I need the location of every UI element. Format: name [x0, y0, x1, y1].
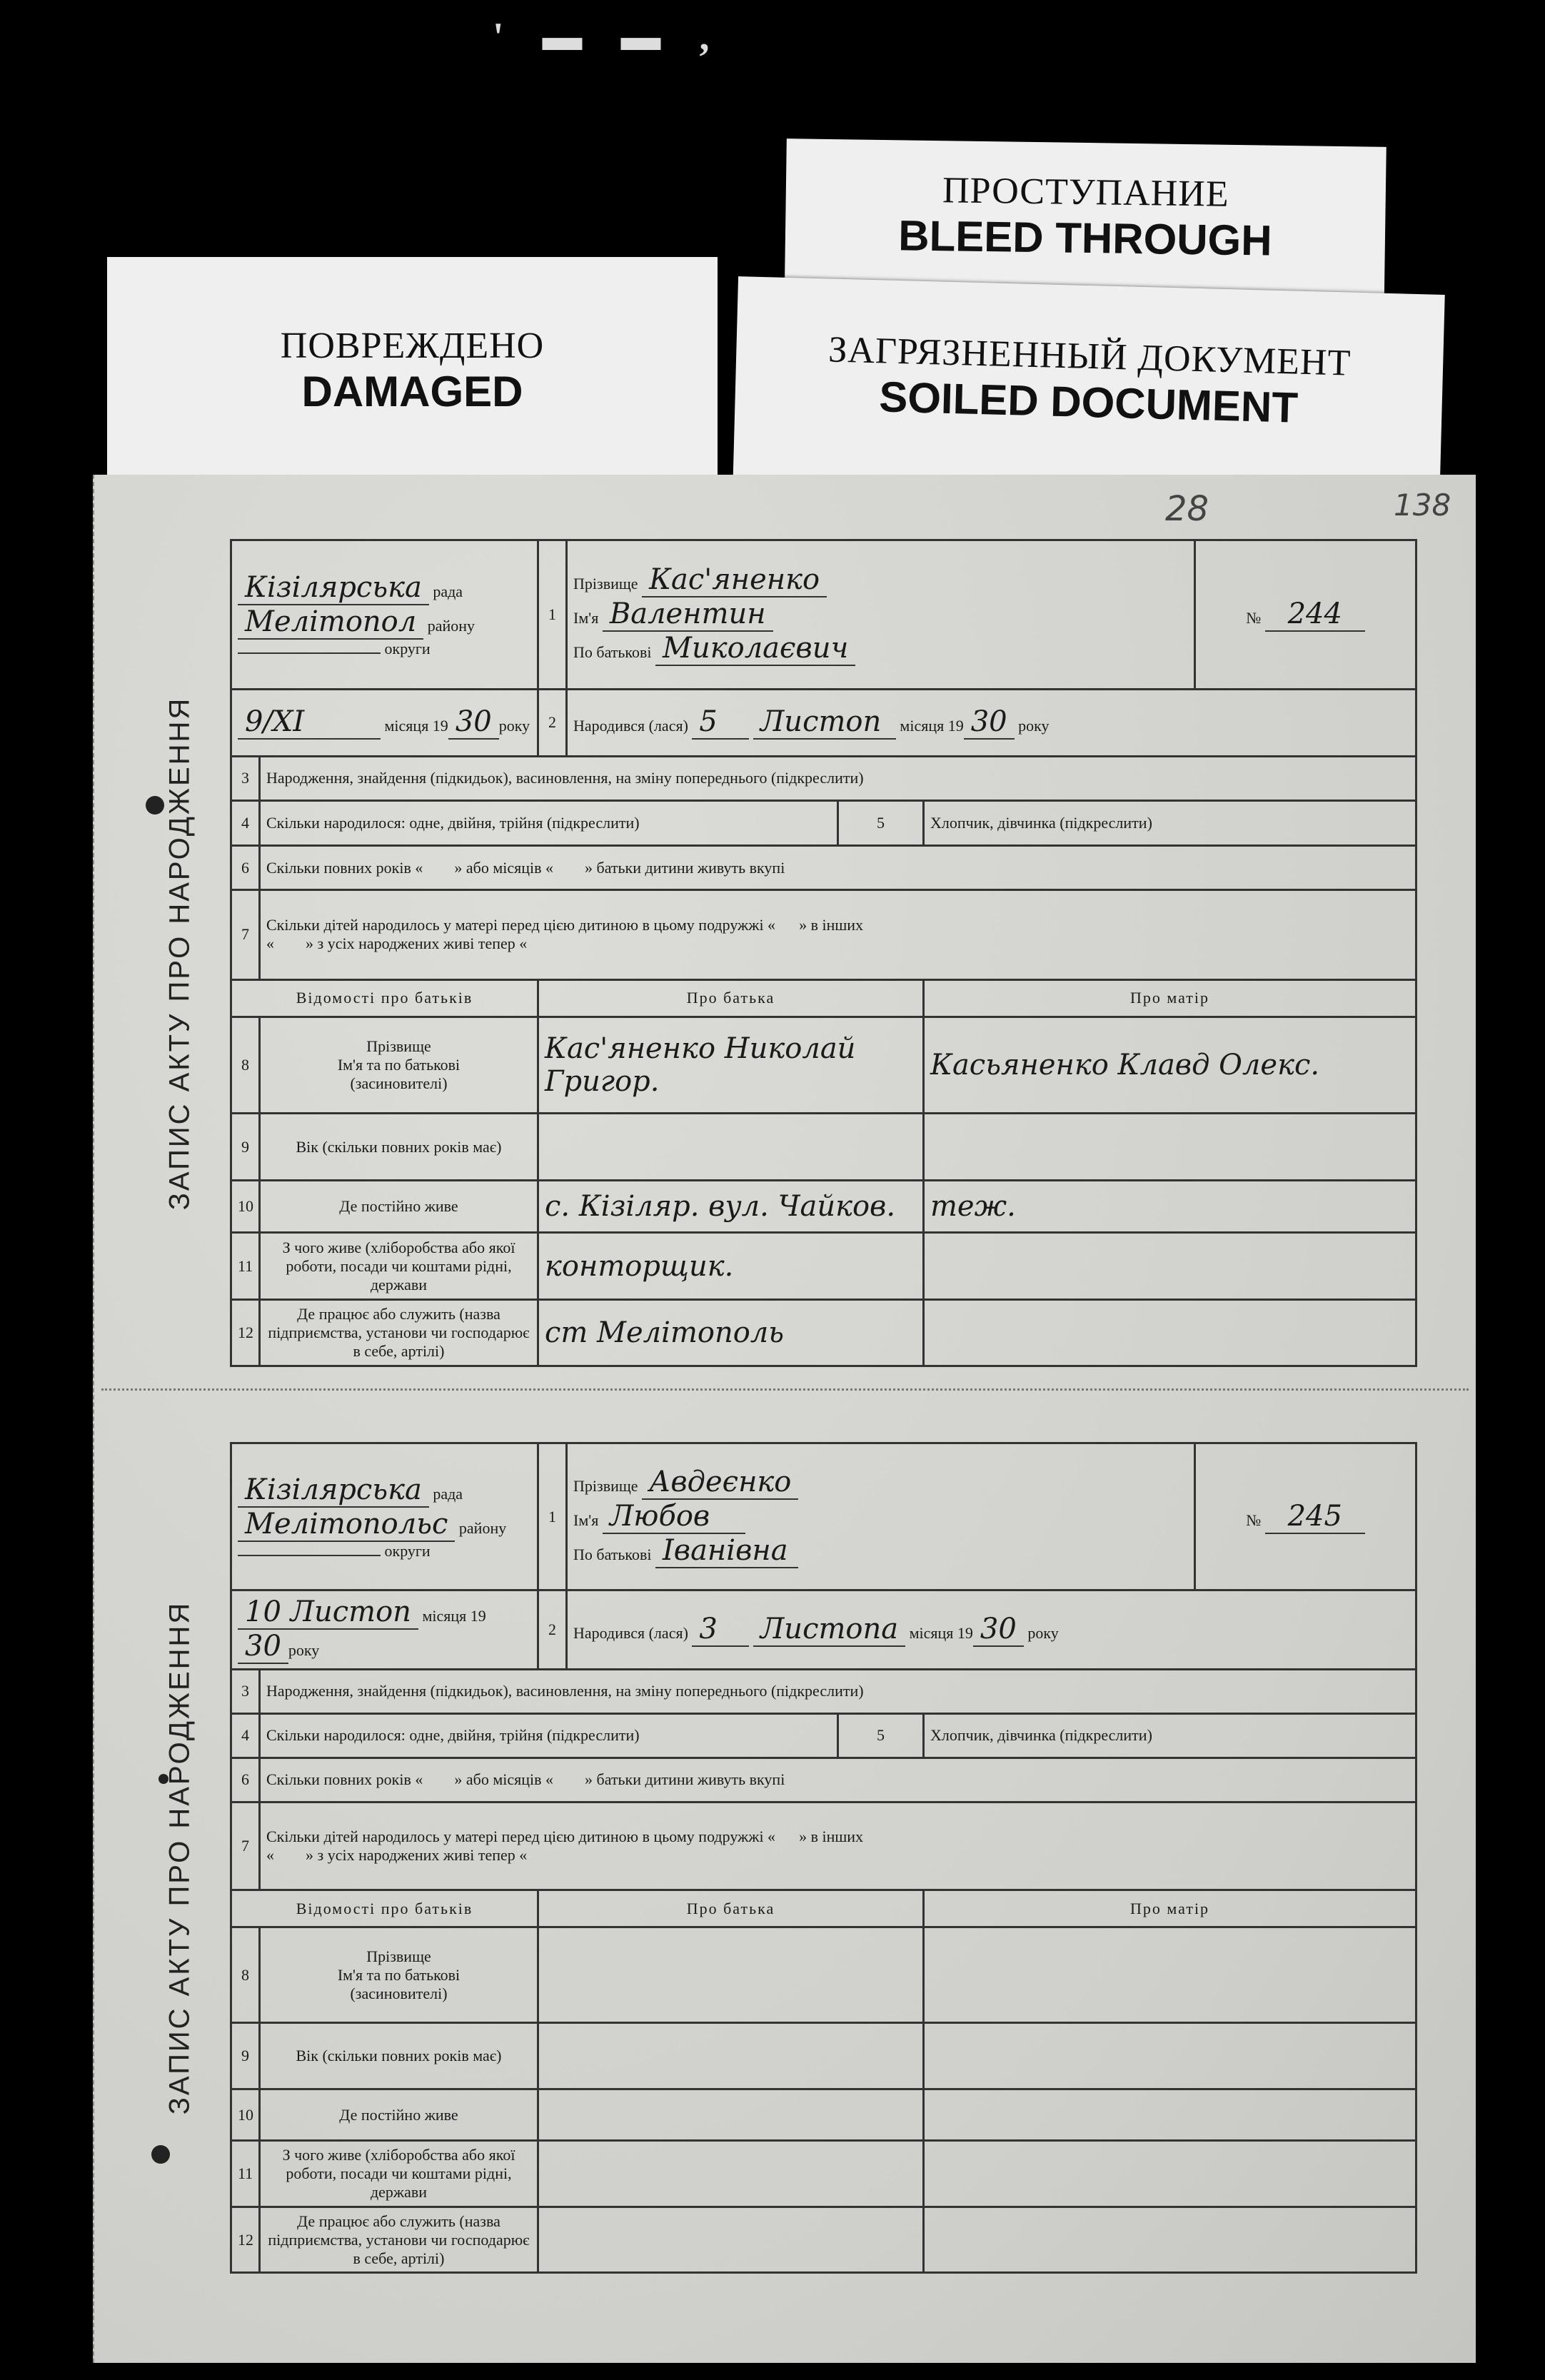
father-work: ст Мелітополь — [545, 1316, 785, 1350]
raion-value: Мелітопольс — [238, 1508, 455, 1542]
document-sheet — [93, 475, 1476, 2363]
okrugy-label: округи — [384, 639, 431, 657]
surname-label: Прізвище — [573, 1476, 638, 1495]
father-name-cell — [538, 1017, 924, 1114]
row7-part-d: » з усіх народжених живі тепер « — [306, 934, 528, 953]
mother-name-cell — [924, 1927, 1416, 2022]
row-number: 3 — [231, 1669, 260, 1713]
fold-line — [101, 1388, 1469, 1391]
row6-part-a: Скільки повних років « — [266, 858, 423, 877]
reg-year-value: 30 — [238, 1630, 288, 1664]
child-name-cell — [567, 1443, 1195, 1590]
birth-date-cell — [567, 1590, 1416, 1669]
month-label: місяця 19 — [422, 1607, 486, 1625]
father-residence-cell — [538, 1181, 924, 1233]
registration-date-cell — [231, 689, 538, 756]
row7-cell — [260, 1802, 1416, 1890]
row-number: 6 — [231, 1758, 260, 1802]
row-number: 9 — [231, 1114, 260, 1181]
vertical-title: ЗАПИС АКТУ ПРО НАРОДЖЕННЯ — [163, 1600, 196, 2115]
name-label: Ім'я — [573, 608, 599, 627]
mother-occupation-cell — [924, 1233, 1416, 1300]
mother-name-cell — [924, 1017, 1416, 1114]
row6-part-c: » батьки дитини живуть вкупі — [585, 858, 785, 877]
father-age-cell — [538, 1114, 924, 1181]
father-work-cell — [538, 1300, 924, 1366]
row6-part-c: » батьки дитини живуть вкупі — [585, 1770, 785, 1789]
row5-text: Хлопчик, дівчинка (підкреслити) — [924, 1713, 1416, 1758]
row3-text: Народження, знайдення (підкидьок), васиновлення, на зміну попереднього (підкреслити) — [260, 1669, 1416, 1713]
row7-part-a: Скільки дітей народилось у матері перед цією дитиною в цьому подружжі « — [266, 916, 776, 934]
margin-number: 28 — [1165, 489, 1209, 529]
year-label: року — [498, 717, 530, 735]
name-label: Ім'я — [573, 1511, 599, 1529]
record-table — [230, 1442, 1417, 2274]
father-work-cell — [538, 2207, 924, 2273]
vertical-title-box — [130, 539, 230, 1367]
row-number: 7 — [231, 890, 260, 979]
number-label: № — [1246, 1511, 1262, 1529]
registration-number-cell — [1195, 540, 1416, 690]
father-residence-cell — [538, 2089, 924, 2140]
father-occupation-cell — [538, 2141, 924, 2207]
mother-residence-cell — [924, 2089, 1416, 2140]
birth-year-value: 30 — [973, 1613, 1024, 1647]
row11-label: З чого живе (хліборобства або якої роботи, посади чи коштами рідні, держави — [260, 1233, 538, 1300]
born-label: Народився (лася) — [573, 1624, 688, 1643]
row6-cell — [260, 845, 1416, 890]
row7-part-b: » в інших — [799, 916, 864, 934]
row11-label: З чого живе (хліборобства або якої роботи, посади чи коштами рідні, держави — [260, 2141, 538, 2207]
bleed-through-en: BLEED THROUGH — [897, 211, 1273, 265]
mother-residence: теж. — [930, 1190, 1016, 1224]
row-number: 12 — [231, 1300, 260, 1366]
father-name: Кас'яненко Николай Григор. — [545, 1032, 856, 1098]
patronymic-label: По батькові — [573, 1545, 652, 1563]
row7-part-b: » в інших — [799, 1827, 864, 1845]
row-number: 10 — [231, 1181, 260, 1233]
month-label: місяця 19 — [384, 717, 448, 735]
born-label: Народився (лася) — [573, 717, 688, 735]
father-name-cell — [538, 1927, 924, 2022]
mother-work-cell — [924, 2207, 1416, 2273]
row-number: 8 — [231, 1017, 260, 1114]
raion-label: району — [427, 616, 475, 635]
name-value: Любов — [603, 1500, 745, 1534]
row7-part-c: « — [266, 1845, 274, 1864]
rada-value: Кізілярська — [238, 1473, 429, 1508]
row6-part-b: » або місяців « — [454, 1770, 554, 1789]
father-header: Про батька — [538, 979, 924, 1017]
raion-value: Мелітопол — [238, 605, 423, 640]
registration-number: 244 — [1265, 597, 1365, 632]
vertical-title-box — [130, 1442, 230, 2274]
birth-record — [163, 1442, 1415, 2274]
row-number: 1 — [538, 540, 567, 690]
row-number: 5 — [838, 801, 924, 846]
rada-label: рада — [433, 1484, 463, 1503]
row6-cell — [260, 1758, 1416, 1802]
row6-part-b: » або місяців « — [454, 858, 554, 877]
row7-part-a: Скільки дітей народилось у матері перед цією дитиною в цьому подружжі « — [266, 1827, 776, 1845]
bleed-through-ru: ПРОСТУПАНИЕ — [942, 170, 1229, 215]
father-occupation: конторщик. — [545, 1249, 734, 1283]
patronymic-value: Миколаєвич — [655, 632, 855, 666]
row-number: 11 — [231, 1233, 260, 1300]
registration-date-cell — [231, 1590, 538, 1669]
child-name-cell — [567, 540, 1195, 690]
vertical-title: ЗАПИС АКТУ ПРО НАРОДЖЕННЯ — [163, 696, 196, 1210]
row4-text: Скільки народилося: одне, двійня, трійня (підкреслити) — [260, 1713, 838, 1758]
raion-label: району — [458, 1518, 507, 1537]
row-number: 2 — [538, 1590, 567, 1669]
mother-age-cell — [924, 1114, 1416, 1181]
registration-number: 245 — [1265, 1500, 1365, 1534]
registry-office-cell — [231, 1443, 538, 1590]
row-number: 3 — [231, 756, 260, 801]
row-number: 7 — [231, 1802, 260, 1890]
number-label: № — [1246, 608, 1262, 627]
okrugy-value — [238, 1555, 381, 1556]
row7-part-c: « — [266, 934, 274, 953]
row9-label: Вік (скільки повних років має) — [260, 1114, 538, 1181]
mother-header: Про матір — [924, 1890, 1416, 1927]
row3-text: Народження, знайдення (підкидьок), васиновлення, на зміну попереднього (підкреслити) — [260, 756, 1416, 801]
damaged-en: DAMAGED — [301, 368, 523, 415]
row10-label: Де постійно живе — [260, 1181, 538, 1233]
soiled-ru: ЗАГРЯЗНЕННЫЙ ДОКУМЕНТ — [827, 329, 1352, 384]
father-header: Про батька — [538, 1890, 924, 1927]
soiled-en: SOILED DOCUMENT — [878, 373, 1299, 432]
father-residence: с. Кізіляр. вул. Чайков. — [545, 1190, 896, 1224]
mother-residence-cell — [924, 1181, 1416, 1233]
father-occupation-cell — [538, 1233, 924, 1300]
margin-number: 138 — [1394, 488, 1451, 523]
top-marks: ' ▬ ▬ , — [493, 15, 724, 59]
row-number: 11 — [231, 2141, 260, 2207]
row7-part-d: » з усіх народжених живі тепер « — [306, 1845, 528, 1864]
row-number: 4 — [231, 1713, 260, 1758]
record-table — [230, 539, 1417, 1367]
mother-name: Касьяненко Клавд Олекс. — [930, 1048, 1320, 1081]
parents-header: Відомості про батьків — [231, 979, 538, 1017]
row5-text: Хлопчик, дівчинка (підкреслити) — [924, 801, 1416, 846]
birth-day-value: 5 — [692, 705, 749, 740]
surname-value: Кас'яненко — [642, 563, 827, 597]
year-label: року — [288, 1641, 320, 1660]
year-label: року — [1027, 1624, 1059, 1643]
row7-cell — [260, 890, 1416, 979]
damaged-card — [107, 257, 718, 493]
mother-age-cell — [924, 2023, 1416, 2089]
month-label: місяця 19 — [909, 1624, 973, 1643]
patronymic-label: По батькові — [573, 642, 652, 661]
row-number: 6 — [231, 845, 260, 890]
month-label: місяця 19 — [900, 717, 964, 735]
row-number: 5 — [838, 1713, 924, 1758]
birth-date-cell — [567, 689, 1416, 756]
mother-occupation-cell — [924, 2141, 1416, 2207]
registration-number-cell — [1195, 1443, 1416, 1590]
row-number: 1 — [538, 1443, 567, 1590]
father-age-cell — [538, 2023, 924, 2089]
birth-day-value: 3 — [692, 1613, 749, 1647]
row10-label: Де постійно живе — [260, 2089, 538, 2140]
row-number: 2 — [538, 689, 567, 756]
birth-month-value: Листоп — [753, 705, 896, 740]
birth-month-value: Листопа — [753, 1613, 905, 1647]
reg-date-value: 10 Листоп — [238, 1595, 418, 1630]
mother-work-cell — [924, 1300, 1416, 1366]
row-number: 8 — [231, 1927, 260, 2022]
rada-value: Кізілярська — [238, 571, 429, 605]
okrugy-value — [238, 652, 381, 654]
row6-part-a: Скільки повних років « — [266, 1770, 423, 1789]
row4-text: Скільки народилося: одне, двійня, трійня (підкреслити) — [260, 801, 838, 846]
rada-label: рада — [433, 582, 463, 600]
damaged-ru: ПОВРЕЖДЕНО — [280, 326, 545, 366]
parents-header: Відомості про батьків — [231, 1890, 538, 1927]
row-number: 12 — [231, 2207, 260, 2273]
row9-label: Вік (скільки повних років має) — [260, 2023, 538, 2089]
row-number: 9 — [231, 2023, 260, 2089]
okrugy-label: округи — [384, 1541, 431, 1560]
surname-label: Прізвище — [573, 574, 638, 593]
reg-date-value: 9/XI — [238, 705, 381, 740]
birth-year-value: 30 — [964, 705, 1015, 740]
row-number: 10 — [231, 2089, 260, 2140]
row12-label: Де працює або служить (назва підприємства, установи чи господарює в себе, артілі) — [260, 1300, 538, 1366]
birth-record — [163, 539, 1415, 1367]
row8-label: Прізвище Ім'я та по батькові (засиновителі) — [260, 1927, 538, 2022]
registry-office-cell — [231, 540, 538, 690]
year-label: року — [1018, 717, 1050, 735]
patronymic-value: Іванівна — [655, 1534, 798, 1568]
mother-header: Про матір — [924, 979, 1416, 1017]
surname-value: Авдеєнко — [642, 1466, 798, 1500]
row12-label: Де працює або служить (назва підприємства, установи чи господарює в себе, артілі) — [260, 2207, 538, 2273]
name-value: Валентин — [603, 597, 773, 632]
reg-year-value: 30 — [448, 705, 499, 740]
row8-label: Прізвище Ім'я та по батькові (засиновителі) — [260, 1017, 538, 1114]
row-number: 4 — [231, 801, 260, 846]
